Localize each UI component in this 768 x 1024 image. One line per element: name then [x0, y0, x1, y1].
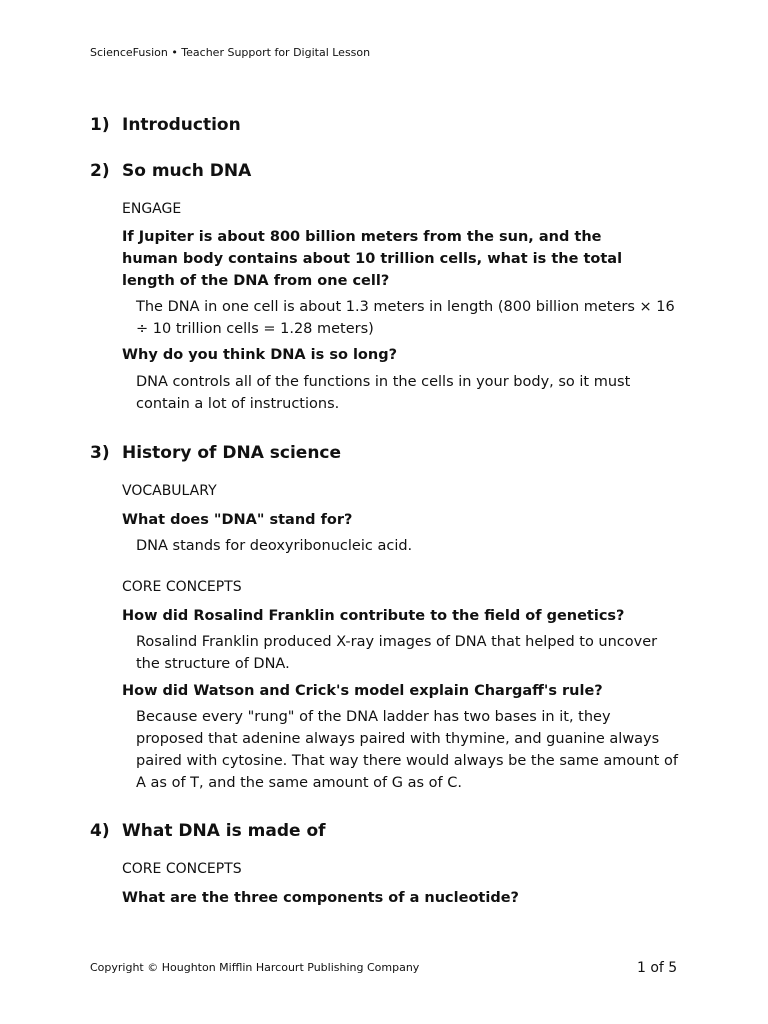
question: If Jupiter is about 800 billion meters from the sun, and the human body contains about 10 trillion cells, what is the total length of the DNA from one cell? — [122, 229, 623, 289]
section-3-title — [90, 443, 341, 463]
answer: Because every "rung" of the DNA ladder has two bases in it, they proposed that adenine always paired with thymine, and guanine always paired with cytosine. That way there would always be the same amount of A as of T, and the same amount of G as of C. — [136, 709, 678, 791]
vocabulary-label: VOCABULARY — [122, 483, 217, 499]
answer: DNA stands for deoxyribonucleic acid. — [136, 538, 413, 554]
core-concepts-label: CORE CONCEPTS — [122, 861, 242, 877]
page-header: ScienceFusion • Teacher Support for Digital Lesson — [90, 46, 371, 59]
section-number: 3) — [90, 443, 110, 463]
page-number: 1 of 5 — [637, 960, 678, 976]
section-heading: Introduction — [122, 115, 241, 135]
section-number: 1) — [90, 115, 110, 135]
section-4-title — [90, 821, 326, 841]
section-heading: History of DNA science — [122, 443, 342, 463]
section-heading: What DNA is made of — [122, 821, 326, 841]
section-2-title — [90, 161, 251, 181]
engage-label: ENGAGE — [122, 201, 182, 217]
copyright: Copyright © Houghton Mifflin Harcourt Publishing Company — [90, 961, 420, 974]
question: What are the three components of a nucleotide? — [122, 890, 519, 906]
question: How did Watson and Crick's model explain Chargaff's rule? — [122, 683, 603, 699]
answer: Rosalind Franklin produced X-ray images of DNA that helped to uncover the structure of DNA. — [136, 634, 658, 672]
section-heading: So much DNA — [122, 161, 252, 181]
core-concepts-label: CORE CONCEPTS — [122, 579, 242, 595]
section-number: 2) — [90, 161, 110, 181]
section-number: 4) — [90, 821, 110, 841]
section-1-title — [90, 115, 241, 135]
question: How did Rosalind Franklin contribute to the field of genetics? — [122, 608, 625, 624]
question: What does "DNA" stand for? — [122, 512, 353, 528]
answer: The DNA in one cell is about 1.3 meters in length (800 billion meters × 16 ÷ 10 trillion cells = 1.28 meters) — [136, 299, 675, 337]
answer: DNA controls all of the functions in the cells in your body, so it must contain a lot of instructions. — [136, 374, 631, 412]
question: Why do you think DNA is so long? — [122, 347, 398, 363]
